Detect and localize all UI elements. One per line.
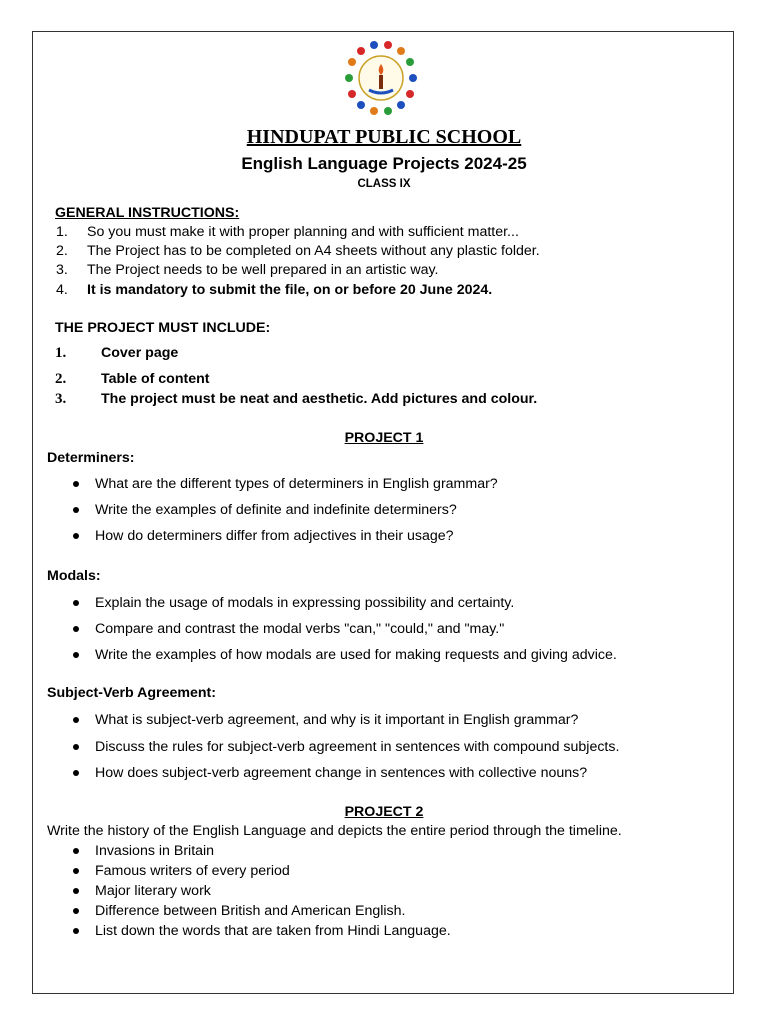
project1-title: PROJECT 1 — [344, 430, 424, 446]
bullet-text: Invasions in Britain — [95, 843, 215, 859]
instruction-number: 4. — [56, 282, 68, 298]
bullet-text: Major literary work — [95, 883, 211, 899]
project2-title: PROJECT 2 — [344, 804, 424, 820]
bullet-icon — [73, 652, 79, 658]
bullet-icon — [73, 848, 79, 854]
include-item: The project must be neat and aesthetic. Add pictures and colour. — [101, 391, 538, 407]
instruction-text: The Project has to be completed on A4 sheets without any plastic folder. — [87, 243, 540, 259]
include-item: Cover page — [101, 345, 179, 361]
bullet-icon — [73, 717, 79, 723]
include-number: 2. — [55, 371, 67, 387]
bullet-text: How do determiners differ from adjectives in their usage? — [95, 528, 454, 544]
bullet-icon — [73, 600, 79, 606]
bullet-text: Compare and contrast the modal verbs "can," "could," and "may." — [95, 621, 505, 637]
section-heading-modals: Modals: — [47, 568, 101, 584]
general-instructions-heading: GENERAL INSTRUCTIONS: — [55, 205, 240, 221]
bullet-text: Famous writers of every period — [95, 863, 290, 879]
instruction-text: So you must make it with proper planning and with sufficient matter... — [87, 224, 519, 240]
bullet-icon — [73, 928, 79, 934]
bullet-icon — [73, 744, 79, 750]
bullet-text: List down the words that are taken from Hindi Language. — [95, 923, 451, 939]
instruction-number: 3. — [56, 262, 68, 278]
bullet-icon — [73, 868, 79, 874]
must-include-heading: THE PROJECT MUST INCLUDE: — [55, 320, 271, 336]
include-item: Table of content — [101, 371, 210, 387]
instruction-text-mandatory: It is mandatory to submit the file, on or before 20 June 2024. — [87, 282, 493, 298]
section-heading-determiners: Determiners: — [47, 450, 135, 466]
school-emblem-icon — [339, 40, 423, 116]
bullet-text: Discuss the rules for subject-verb agreement in sentences with compound subjects. — [95, 739, 620, 755]
bullet-text: What are the different types of determiners in English grammar? — [95, 476, 498, 492]
school-name: HINDUPAT PUBLIC SCHOOL — [246, 126, 522, 148]
bullet-icon — [73, 626, 79, 632]
bullet-text: Explain the usage of modals in expressing possibility and certainty. — [95, 595, 515, 611]
section-heading-subject-verb: Subject-Verb Agreement: — [47, 685, 216, 701]
torch-handle — [379, 75, 383, 89]
bullet-icon — [73, 481, 79, 487]
instruction-number: 1. — [56, 224, 68, 240]
bullet-text: Write the examples of how modals are used for making requests and giving advice. — [95, 647, 617, 663]
include-number: 1. — [55, 345, 67, 361]
include-number: 3. — [55, 391, 67, 407]
bullet-text: What is subject-verb agreement, and why is it important in English grammar? — [95, 712, 579, 728]
bullet-icon — [73, 507, 79, 513]
instruction-text: The Project needs to be well prepared in an artistic way. — [87, 262, 439, 278]
project2-intro: Write the history of the English Language and depicts the entire period through the timeline. — [47, 823, 622, 839]
bullet-icon — [73, 888, 79, 894]
bullet-text: Write the examples of definite and indefinite determiners? — [95, 502, 457, 518]
bullet-icon — [73, 908, 79, 914]
document-subtitle: English Language Projects 2024-25 — [241, 154, 527, 173]
bullet-icon — [73, 770, 79, 776]
bullet-text: Difference between British and American English. — [95, 903, 406, 919]
class-label: CLASS IX — [357, 178, 411, 190]
bullet-icon — [73, 533, 79, 539]
instruction-number: 2. — [56, 243, 68, 259]
bullet-text: How does subject-verb agreement change in sentences with collective nouns? — [95, 765, 588, 781]
